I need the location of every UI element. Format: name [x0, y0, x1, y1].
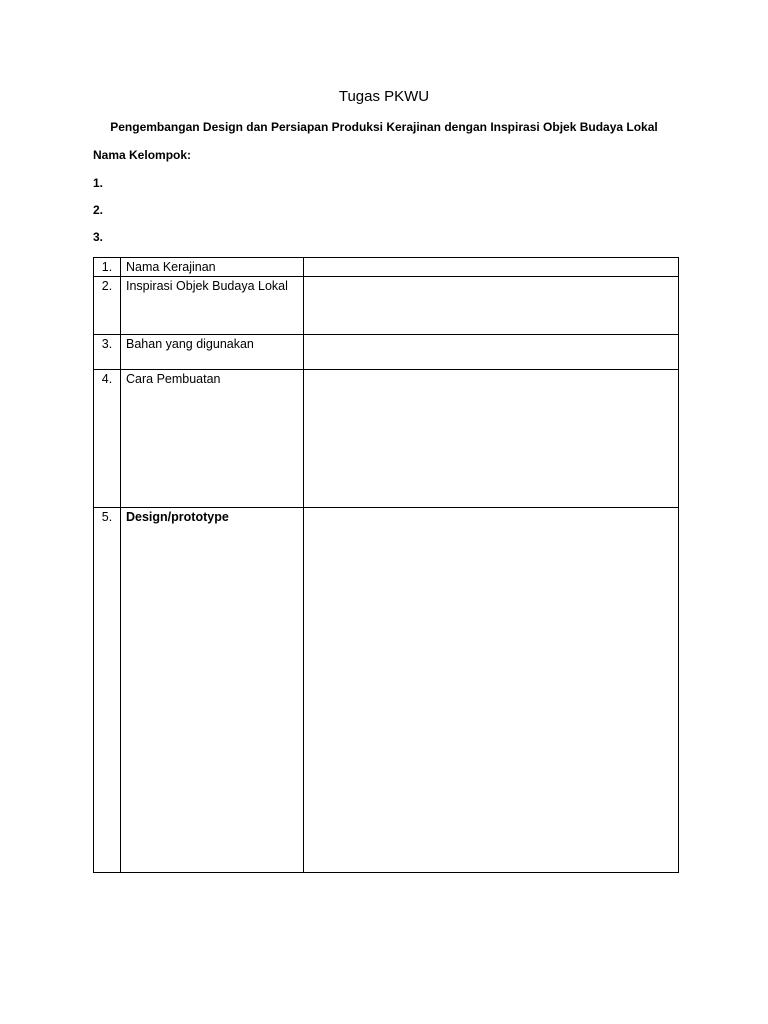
- row-number: 2.: [94, 277, 121, 335]
- row-number: 5.: [94, 508, 121, 873]
- table-row: [94, 370, 679, 508]
- document-subtitle: Pengembangan Design dan Persiapan Produksi Kerajinan dengan Inspirasi Objek Budaya Lokal: [110, 120, 658, 134]
- row-number: 3.: [94, 335, 121, 370]
- row-label: Inspirasi Objek Budaya Lokal: [121, 277, 304, 335]
- row-label: Cara Pembuatan: [121, 370, 304, 508]
- assignment-table: [93, 257, 679, 873]
- group-member-2: 2.: [93, 203, 104, 217]
- group-name-label: Nama Kelompok:: [93, 148, 192, 162]
- row-label: Bahan yang digunakan: [121, 335, 304, 370]
- row-value-cell[interactable]: [304, 277, 679, 335]
- row-label: Design/prototype: [121, 508, 304, 873]
- table-row: [94, 258, 679, 277]
- row-value-cell[interactable]: [304, 508, 679, 873]
- table-row: [94, 335, 679, 370]
- document-title: Tugas PKWU: [338, 88, 430, 105]
- group-member-3: 3.: [93, 230, 104, 244]
- row-value-cell[interactable]: [304, 370, 679, 508]
- table-row: [94, 277, 679, 335]
- row-number: 1.: [94, 258, 121, 277]
- row-label: Nama Kerajinan: [121, 258, 304, 277]
- row-value-cell[interactable]: [304, 335, 679, 370]
- row-number: 4.: [94, 370, 121, 508]
- group-member-1: 1.: [93, 176, 104, 190]
- table-row: [94, 508, 679, 873]
- row-value-cell[interactable]: [304, 258, 679, 277]
